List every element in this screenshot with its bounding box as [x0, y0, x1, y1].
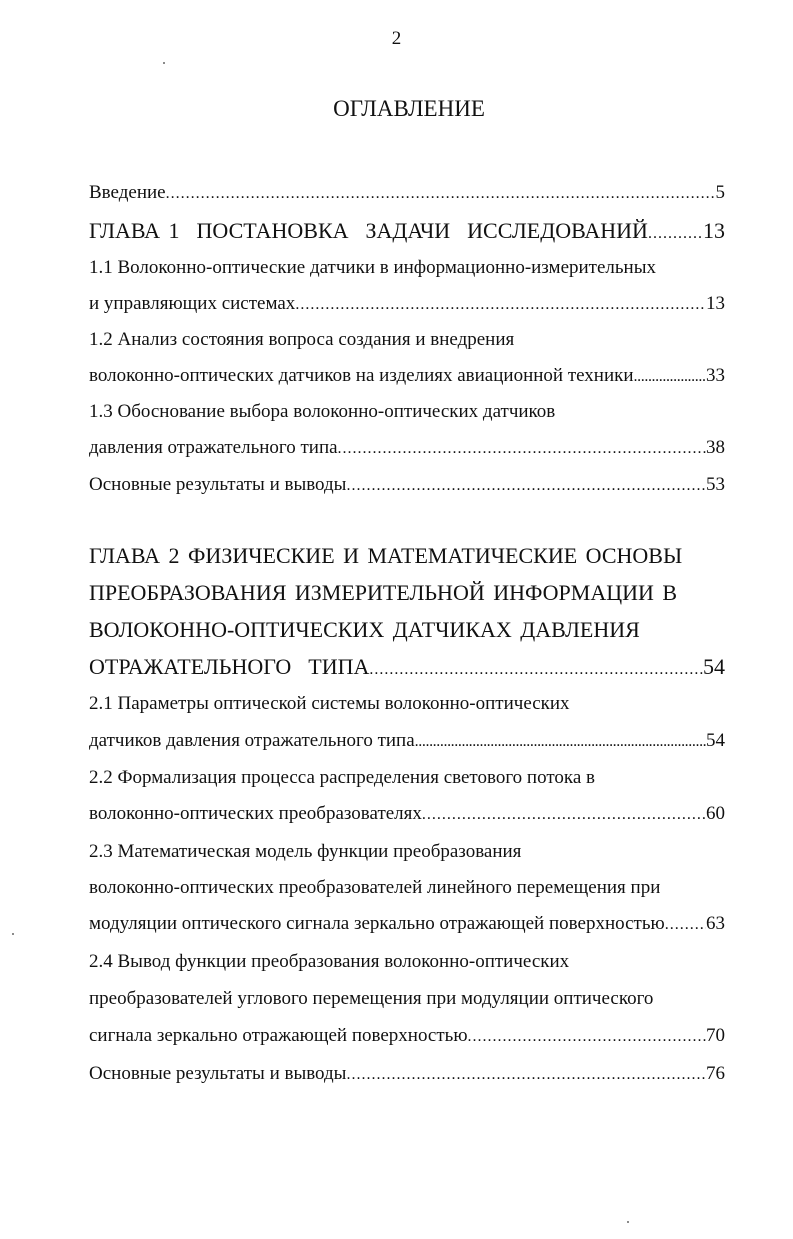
toc-entry-chapter-2-line3[interactable]: ВОЛОКОННО-ОПТИЧЕСКИХ ДАТЧИКАХ ДАВЛЕНИЯ	[89, 617, 640, 642]
toc-entry-results-2[interactable]	[89, 1059, 725, 1090]
toc-entry-page: 70	[706, 1025, 725, 1046]
toc-entry-page: 38	[706, 437, 725, 458]
toc-entry-page: 76	[706, 1063, 725, 1084]
toc-heading: ОГЛАВЛЕНИЕ	[333, 96, 485, 121]
toc-entry-chapter-2-line1[interactable]: ГЛАВА 2 ФИЗИЧЕСКИЕ И МАТЕМАТИЧЕСКИЕ ОСНОВЫ	[89, 543, 683, 568]
toc-entry-title: Основные результаты и выводы	[89, 474, 347, 495]
toc-leader-dots	[369, 655, 703, 685]
toc-entry-title: сигнала зеркально отражающей поверхностью	[89, 1025, 468, 1046]
toc-leader-dots	[166, 179, 716, 209]
toc-leader-dots	[338, 434, 706, 464]
toc-leader-dots	[634, 362, 706, 392]
toc-leader-dots	[346, 471, 706, 501]
toc-entry-1-2-line1[interactable]: 1.2 Анализ состояния вопроса создания и внедрения	[89, 329, 515, 350]
toc-entry-page: 13	[703, 218, 725, 243]
toc-entry-1-1[interactable]	[89, 289, 725, 320]
toc-entry-title: волоконно-оптических преобразователях	[89, 803, 422, 824]
toc-entry-2-4-line1[interactable]: 2.4 Вывод функции преобразования волоконно-оптических	[89, 951, 570, 972]
toc-entry-page: 13	[706, 293, 725, 314]
toc-entry-2-1[interactable]	[89, 726, 725, 757]
toc-leader-dots	[468, 1022, 706, 1052]
toc-entry-chapter-2-line2[interactable]: ПРЕОБРАЗОВАНИЯ ИЗМЕРИТЕЛЬНОЙ ИНФОРМАЦИИ В	[89, 580, 678, 605]
toc-entry-2-1-line1[interactable]: 2.1 Параметры оптической системы волоконно-оптических	[89, 693, 570, 714]
toc-entry-title: давления отражательного типа	[89, 437, 338, 458]
toc-entry-page: 53	[706, 474, 725, 495]
toc-entry-1-3-line1[interactable]: 1.3 Обоснование выбора волоконно-оптических датчиков	[89, 401, 556, 422]
toc-leader-dots	[648, 219, 703, 249]
toc-entry-page: 54	[706, 730, 725, 751]
toc-entry-title: ОТРАЖАТЕЛЬНОГО ТИПА	[89, 654, 370, 679]
toc-entry-2-3-line2[interactable]: волоконно-оптических преобразователей линейного перемещения при	[89, 877, 661, 898]
toc-entry-page: 60	[706, 803, 725, 824]
toc-entry-page: 54	[703, 654, 725, 679]
toc-leader-dots	[665, 910, 706, 940]
toc-entry-chapter-1[interactable]	[89, 216, 725, 249]
toc-entry-page: 5	[715, 182, 725, 203]
toc-entry-chapter-2[interactable]	[89, 652, 725, 685]
toc-entry-title: датчиков давления отражательного типа	[89, 730, 415, 751]
toc-leader-dots	[415, 727, 706, 757]
toc-entry-title: Основные результаты и выводы	[89, 1063, 347, 1084]
toc-entry-2-2[interactable]	[89, 799, 725, 830]
toc-leader-dots	[295, 290, 706, 320]
toc-entry-intro[interactable]	[89, 178, 725, 209]
scan-speck	[163, 62, 165, 64]
scan-speck	[627, 1221, 629, 1223]
toc-entry-1-2[interactable]	[89, 361, 725, 392]
toc-entry-title: и управляющих системах	[89, 293, 296, 314]
toc-entry-1-3[interactable]	[89, 433, 725, 464]
toc-entry-2-3[interactable]	[89, 909, 725, 940]
toc-entry-title: ГЛАВА 1 ПОСТАНОВКА ЗАДАЧИ ИССЛЕДОВАНИЙ	[89, 218, 648, 243]
scan-speck	[12, 933, 14, 935]
toc-entry-2-4-line2[interactable]: преобразователей углового перемещения при модуляции оптического	[89, 988, 654, 1009]
toc-entry-title: Введение	[89, 182, 166, 203]
toc-entry-2-2-line1[interactable]: 2.2 Формализация процесса распределения светового потока в	[89, 767, 595, 788]
toc-entry-2-3-line1[interactable]: 2.3 Математическая модель функции преобразования	[89, 841, 522, 862]
toc-leader-dots	[422, 800, 706, 830]
toc-entry-title: волоконно-оптических датчиков на изделиях авиационной техники	[89, 365, 634, 386]
toc-entry-1-1-line1[interactable]: 1.1 Волоконно-оптические датчики в информационно-измерительных	[89, 257, 656, 278]
page-number: 2	[391, 28, 402, 49]
toc-entry-page: 63	[706, 913, 725, 934]
toc-entry-page: 33	[706, 365, 725, 386]
toc-entry-title: модуляции оптического сигнала зеркально отражающей поверхностью	[89, 913, 665, 934]
toc-entry-results-1[interactable]	[89, 470, 725, 501]
toc-entry-2-4[interactable]	[89, 1021, 725, 1052]
toc-leader-dots	[346, 1060, 706, 1090]
